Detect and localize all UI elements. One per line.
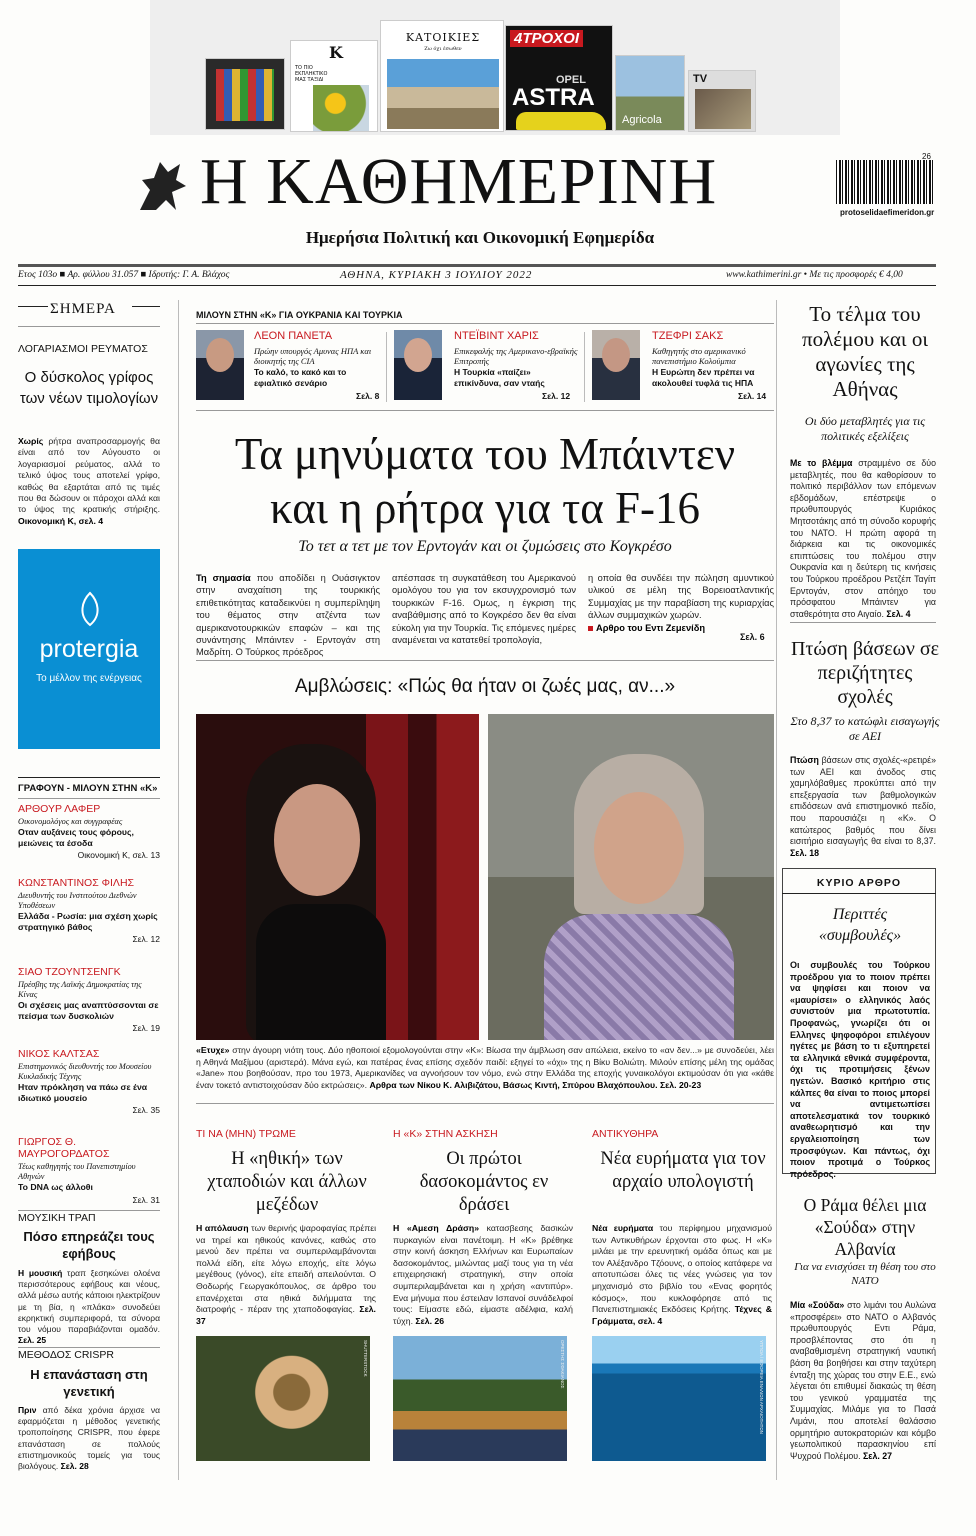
writer-item[interactable] bbox=[18, 1136, 160, 1205]
protergia-flame-icon bbox=[70, 591, 110, 627]
masthead-title[interactable]: Η ΚΑΘΗΜΕΡΙΝΗ bbox=[200, 145, 718, 218]
writer-item[interactable] bbox=[18, 803, 160, 860]
photo-credit: ΟΡΕΣΤΗΣ ΣΦΑΚΙΑΝΟΣ bbox=[560, 1340, 565, 1389]
main-headline-line1[interactable]: Τα μηνύματα του Μπάιντεν bbox=[234, 429, 736, 479]
bottom-text: Η απόλαυση των θερινής ψαροφαγίας πρέπει να τηρεί και ηθικούς κανόνες, καθώς στο μενού δεν πρέπει να συμπεριλαμβάνονται πολλά είδη, είτε λόγω εποχής, είτε λόγω μεγέθους (γόνος), είτε επειδή απειλούνται. Ο Θοδωρής Γεωργακόπουλος, σε άρθρο του επανέρχεται στα ηθικά διλήμματα της διατροφής - πέραν της χταποδοφαγίας. Σελ. 37 bbox=[196, 1223, 377, 1326]
left-text-electricity: Χωρίς ρήτρα αναπροσαρμογής θα είναι από τον Αύγουστο οι λογαριασμοί ρεύματος, αλλά το τελικό ύψος τους αποτελεί γρίφο, καθώς θα εξαρτάται από τις τιμές που θα δώσουν οι πάροχοι αλλά και το ύψος της κρατικής στήριξης. Οικονομική Κ, σελ. 4 bbox=[18, 436, 160, 526]
main-subheadline: Το τετ α τετ με τον Ερντογάν και οι ζυμώσεις στο Κογκρέσο bbox=[298, 538, 672, 555]
interviews-kicker: ΜΙΛΟΥΝ ΣΤΗΝ «Κ» ΓΙΑ ΟΥΚΡΑΝΙΑ ΚΑΙ ΤΟΥΡΚΙΑ bbox=[196, 310, 403, 320]
bottom-title[interactable]: Οι πρώτοι δασοκομάντος εν δράσει bbox=[419, 1149, 549, 1215]
barcode-number: 26 bbox=[922, 152, 931, 161]
interview-name: ΤΖΕΦΡΙ ΣΑΚΣ bbox=[652, 330, 724, 342]
bottom-kicker: ΤΙ ΝΑ (ΜΗΝ) ΤΡΩΜΕ bbox=[196, 1128, 296, 1140]
bottom-photo[interactable] bbox=[592, 1336, 766, 1461]
writer-ref: Οικονομική Κ, σελ. 13 bbox=[77, 850, 160, 860]
interview-sachs[interactable] bbox=[592, 328, 776, 404]
katoikies-title: ΚΑΤΟΙΚΙΕΣ bbox=[405, 31, 481, 44]
writer-role: Επιστημονικός διευθυντής του Μουσείου Κυκλαδικής Τέχνης bbox=[18, 1062, 152, 1081]
right-text-war: Με το βλέμμα στραμμένο σε δύο μεταβλητές, που θα καθορίσουν το πολιτικό περιβάλλον των επόμενων εβδομάδων, επέστρεψε ο πρωθυπουργός Κυριάκος Μητσοτάκης από τη σύνοδο κορυφής του ΝΑΤΟ. Η πρώτη αφορά τη διάρκεια και τις οικονομικές επιπτώσεις του πολέμου στην Ουκρανία και η δεύτερη τις κινήσεις του Τούρκου προέδρου Ρετζέπ Ταγίπ Ερντογάν, στον απόηχο του πρόσφατου Μπάιντεν για σταθερότητα στο Αιγαίο. Σελ. 4 bbox=[790, 458, 936, 619]
photo-credit: ΥΠΠΟΑ / ΕΦΟΡΕΙΑ ΕΝΑΛΙΩΝ ΑΡΧΑΙΟΤΗΤΩΝ bbox=[759, 1340, 764, 1434]
bottom-kicker: ΑΝΤΙΚΥΘΗΡΑ bbox=[592, 1128, 659, 1140]
interview-panetta[interactable] bbox=[196, 328, 386, 404]
bullet-square-icon bbox=[588, 626, 593, 631]
masthead-subtitle: Ημερήσια Πολιτική και Οικονομική Εφημερίδα bbox=[305, 228, 655, 247]
site-price[interactable]: www.kathimerini.gr • Με τις προσφορές € 4,00 bbox=[726, 270, 903, 280]
crispr-kicker: ΜΕΘΟΔΟΣ CRISPR bbox=[18, 1349, 114, 1361]
writer-name: ΣΙΑΟ ΤΖΟΥΝΤΣΕΝΓΚ bbox=[18, 966, 121, 978]
trap-kicker: ΜΟΥΣΙΚΗ ΤΡΑΠ bbox=[18, 1212, 96, 1224]
right-sub-rama: Για να ενισχύσει τη θέση του στο ΝΑΤΟ bbox=[794, 1261, 936, 1287]
editorial-title[interactable]: Περιττές «συμβουλές» bbox=[818, 906, 902, 944]
crispr-text: Πριν από δέκα χρόνια άρχισε να εφαρμόζεται η μέθοδος γενετικής τροποποίησης CRISPR, που έφερε επανάσταση σε πολλούς επιστημονικούς τομείς για τους βιολόγους. Σελ. 28 bbox=[18, 1405, 160, 1472]
opel-label: OPEL bbox=[556, 74, 586, 86]
trap-title[interactable]: Πόσο επηρεάζει τους εφήβους bbox=[23, 1229, 155, 1261]
issue-info: Ετος 103ο ■ Αρ. φύλλου 31.057 ■ Ιδρυτής: Γ. Α. Βλάχος bbox=[18, 270, 230, 280]
writer-ref: Σελ. 35 bbox=[132, 1105, 160, 1115]
photo-panetta bbox=[196, 330, 244, 400]
writer-name: ΝΙΚΟΣ ΚΑΛΤΣΑΣ bbox=[18, 1048, 100, 1060]
interview-name: ΝΤΕΪΒΙΝΤ ΧΑΡΙΣ bbox=[454, 330, 539, 342]
left-kicker-electricity: ΛΟΓΑΡΙΑΣΜΟΙ ΡΕΥΜΑΤΟΣ bbox=[18, 343, 148, 355]
site-tag[interactable]: protoselidaefimeridon.gr bbox=[840, 208, 935, 217]
crispr-title[interactable]: Η επανάσταση στη γενετική bbox=[30, 1367, 148, 1399]
bottom-kicker: Η «Κ» ΣΤΗΝ ΑΣΚΗΣΗ bbox=[393, 1128, 498, 1140]
writers-kicker: ΓΡΑΦΟΥΝ - ΜΙΛΟΥΝ ΣΤΗΝ «Κ» bbox=[18, 783, 158, 794]
interview-ref: Σελ. 8 bbox=[356, 391, 380, 401]
bottom-story-3[interactable] bbox=[592, 1124, 774, 1464]
supplement-strip bbox=[150, 0, 840, 135]
interview-name: ΛΕΟΝ ΠΑΝΕΤΑ bbox=[254, 330, 333, 342]
protergia-brand: protergia bbox=[39, 635, 139, 663]
bottom-text: Νέα ευρήματα του περίφημου μηχανισμού των Αντικυθήρων έρχονται στο φως. Η «Κ» μιλάει με την ερευνητική ομάδα όπως και με τον Αλέξανδρο Τζόουνς, ο οποίος κατάφερε να αποτυπώσει όλες τις νέες γνώσεις για τον μηχανισμό στο βιβλίο του «Ενας φορητός κόσμος», που κυκλοφόρησε από τις Πανεπιστημιακές Εκδόσεις Κρήτης. Τέχνες & Γράμματα, σελ. 4 bbox=[592, 1223, 772, 1326]
right-text-rama: Μία «Σούδα» στο λιμάνι του Αυλώνα «προσφέρει» στο ΝΑΤΟ ο Αλβανός πρωθυπουργός Εντι Ράμα, προσβλέποντας στο ότι η αναβαθμισμένη στρατηγική ναυτική βάση θα βοηθήσει και στην ταχύτερη ένταξη της χώρας του στην Ε.Ε., ενώ λέγεται ότι επιθυμεί διακαώς τη θέση του γενικού γραμματέα της Συμμαχίας. Μιλάμε για το Πασά Λιμάνι, που αποτελεί θαλάσσιο ορμητήριο αυτοκρατοριών και κόμβο γεωπολιτικού παρασκηνίου επί Ψυχρού Πολέμου. Σελ. 27 bbox=[790, 1300, 936, 1461]
k-subtitle: ΤΟ ΠΙΟ ΕΚΠΛΗΚΤΙΚΟ ΜΑΣ ΤΑΞΙΔΙ bbox=[295, 65, 328, 83]
bottom-story-2[interactable] bbox=[393, 1124, 575, 1464]
interview-ref: Σελ. 12 bbox=[542, 391, 571, 401]
supplement-cover-travel[interactable] bbox=[615, 55, 685, 131]
right-sub-war: Οι δύο μεταβλητές για τις πολιτικές εξελίξεις bbox=[804, 414, 926, 443]
writer-role: Οικονομολόγος και συγγραφέας bbox=[18, 817, 123, 826]
bottom-photo[interactable] bbox=[393, 1336, 567, 1461]
left-title-electricity[interactable]: Ο δύσκολος γρίφος των νέων τιμολογίων bbox=[19, 369, 159, 407]
simera-label: ΣΗΜΕΡΑ bbox=[50, 301, 116, 317]
abortion-caption: «Ετυχε» στην άγουρη νιότη τους. Δύο ηθοποιοί εξομολογούνται στην «Κ»: Βίωσα την άμβλωση σαν απώλεια, εκείνο το «αν δεν...» με συνοδεύει, λέει η Αθηνά Μαξίμου (αριστερά). Μάνα εγώ, και πατέρας ένας επίσης σχεδόν παιδί: εξηγεί το «όχι» της η Βίκυ Βολιώτη. Μιλούν επίσης μέλη της ομάδας «Jane» που βοηθούσαν, προ του 1973, Αμερικανίδες να αγνοήσουν τον νόμο, ενώ στην Ελλάδα της εποχής γυναικολόγοι εκτιμούσαν ότι για «κάθε έναν τοκετό αντιστοιχούσαν δύο εκτρώσεις». Αρθρα των Νίκου Κ. Αλιβιζάτου, Βάσως Κιντή, Σπύρου Βλαχόπουλου. Σελ. 20-23 bbox=[196, 1045, 774, 1090]
k-logo: K bbox=[329, 43, 343, 62]
interview-role: Πρώην υπουργός Αμυνας ΗΠΑ και διοικητής της CIA bbox=[254, 346, 372, 366]
writer-ref: Σελ. 12 bbox=[132, 934, 160, 944]
writer-role: Τέως καθηγητής του Πανεπιστημίου Αθηνών bbox=[18, 1162, 136, 1181]
writer-name: ΓΙΩΡΓΟΣ Θ. ΜΑΥΡΟΓΟΡΔΑΤΟΣ bbox=[18, 1136, 110, 1160]
barcode bbox=[836, 160, 934, 204]
writer-headline: Ελλάδα - Ρωσία: μια σχέση χωρίς στρατηγικό βάθος bbox=[18, 911, 158, 932]
writer-role: Πρέσβης της Λαϊκής Δημοκρατίας της Κίνας bbox=[18, 980, 142, 999]
writer-item[interactable] bbox=[18, 966, 160, 1033]
writer-item[interactable] bbox=[18, 877, 160, 944]
interview-harris[interactable] bbox=[394, 328, 584, 404]
photo-athina-maximou[interactable] bbox=[196, 714, 479, 1040]
writer-name: ΚΩΝΣΤΑΝΤΙΝΟΣ ΦΙΛΗΣ bbox=[18, 877, 135, 889]
bottom-title[interactable]: Νέα ευρήματα για τον αρχαίο υπολογιστή bbox=[600, 1149, 766, 1192]
writer-ref: Σελ. 31 bbox=[132, 1194, 160, 1205]
interview-headline: Η Ευρώπη δεν πρέπει να ακολουθεί τυφλά τις ΗΠΑ bbox=[652, 367, 755, 388]
interview-ref: Σελ. 14 bbox=[738, 391, 767, 401]
supplement-cover-4trochoi[interactable] bbox=[505, 25, 613, 131]
photo-credit: SHUTTERSTOCK bbox=[363, 1340, 368, 1377]
supplement-cover-k[interactable] bbox=[290, 40, 378, 132]
writer-item[interactable] bbox=[18, 1048, 160, 1115]
supplement-cover-1[interactable] bbox=[205, 58, 285, 130]
4trochoi-logo: 4ΤΡΟΧΟΙ bbox=[510, 30, 583, 47]
katoikies-subtitle: Ζω όχι έσωθεν bbox=[424, 46, 462, 52]
writer-role: Διευθυντής του Ινστιτούτου Διεθνών Υποθέσεων bbox=[18, 891, 137, 910]
abortion-headline[interactable]: Αμβλώσεις: «Πώς θα ήταν οι ζωές μας, αν...» bbox=[294, 676, 676, 697]
main-text-col1: Τη σημασία που αποδίδει η Ουάσιγκτον στην αναχαίτιση της τουρκικής επιθετικότητας καταδεικνύει η συμπερίληψη του θέματος στην ατζέντα των αμερικανοτουρκικών επαφών – και της συνάντησης Μπάιντεν - Ερντογάν στη Μαδρίτη. Ο Τούρκος πρόεδρος bbox=[196, 573, 380, 658]
photo-harris bbox=[394, 330, 442, 400]
supplement-cover-tv[interactable] bbox=[688, 70, 756, 132]
main-headline-line2[interactable]: και η ρήτρα για τα F-16 bbox=[269, 483, 701, 533]
interview-headline: Το καλό, το κακό και το εφιαλτικό σενάριο bbox=[254, 367, 347, 388]
agricola-label: Agricola bbox=[622, 114, 662, 126]
writer-headline: Το DNA ως άλλοθι bbox=[18, 1182, 93, 1192]
interview-role: Επικεφαλής της Αμερικανο-εβραϊκής Επιτροπής bbox=[454, 346, 578, 366]
main-text-col3: η οποία θα συνδέει την πώληση αμυντικού υλικού σε μέλη της Βορειοατλαντικής Συμμαχίας με την παραβίαση της κυριαρχίας άλλων συμμαχικών χωρών. Αρθρο του Εντι Ζεμενίδη bbox=[588, 573, 774, 633]
writer-headline: Οι σχέσεις μας αναπτύσσονται σε πείσμα των δυσκολιών bbox=[18, 1000, 159, 1021]
photo-sachs bbox=[592, 330, 640, 400]
editorial-kicker: ΚΥΡΙΟ ΑΡΘΡΟ bbox=[816, 877, 902, 889]
tv-label: TV bbox=[693, 73, 708, 85]
main-ref: Σελ. 6 bbox=[740, 632, 765, 642]
right-sub-schools: Στο 8,37 το κατώφλι εισαγωγής σε ΑΕΙ bbox=[790, 714, 940, 743]
interview-headline: Η Τουρκία «παίζει» επικίνδυνα, σαν νταής bbox=[454, 367, 545, 388]
astra-label: ASTRA bbox=[512, 84, 595, 111]
bottom-title[interactable]: Η «ηθική» των χταποδιών και άλλων μεζέδων bbox=[207, 1149, 367, 1215]
main-text-col2: απέσπασε τη συγκατάθεση του Αμερικανού ομολόγου του για τον εκσυγχρονισμό των τουρκικών F-16. Ομως, η έγκριση της αναβάθμισης από το Κογκρέσο δεν θα είναι εύκολη για την Τουρκία. Τις επόμενες ημέρες αναμένεται να κατατεθεί τροπολογία, bbox=[392, 573, 576, 646]
trap-text: Η μουσική τραπ ξεσηκώνει ολοένα περισσότερους εφήβους και νέους, αλλά μέσω αυτής κάποιοι ηλεκτρίζουν με τη βία, η «πλάκα» συνοδεύει εκρηκτική συμπεριφορά, τα σύνορα του νόμου παραβιάζονται ομαδόν. Σελ. 25 bbox=[18, 1268, 161, 1346]
bottom-photo[interactable] bbox=[196, 1336, 370, 1461]
protergia-slogan: Το μέλλον της ενέργειας bbox=[36, 673, 142, 684]
writer-headline: Ηταν πρόκληση να πάω σε ένα ιδιωτικό μουσείο bbox=[18, 1082, 148, 1103]
writer-ref: Σελ. 19 bbox=[132, 1023, 160, 1033]
bottom-story-1[interactable] bbox=[196, 1124, 378, 1464]
editorial-text: Οι συμβουλές του Τούρκου προέδρου για το ποιον πρέπει να ψηφίσει και ποιον να «μαυρίσει» ο ελληνικός λαός συνιστούν μια πρωτοτυπία. Προφανώς, γνωρίζει ότι οι Ελληνες ψηφοφόροι επιλέγουν ηγέτες με βάση το τι εξυπηρετεί τα ελληνικά εθνικά συμφέροντα, όχι τις προτιμήσεις ξένων ηγετών. Βασικό κριτήριο στις κάλπες θα είναι το ποιος μπορεί να αντιμετωπίσει αποτελεσματικά τον τουρκικό αναθεωρητισμό και την εργαλειοποίηση των προσφύγων. Και πάντως, όχι ποιον προτιμά ο Τούρκος πρόεδρος. bbox=[790, 960, 930, 1179]
griffin-logo bbox=[132, 150, 192, 220]
photo-viky-volioti[interactable] bbox=[488, 714, 774, 1040]
writer-name: ΑΡΘΟΥΡ ΛΑΦΕΡ bbox=[18, 803, 101, 815]
right-title-schools[interactable]: Πτώση βάσεων σε περιζήτητες σχολές bbox=[790, 638, 940, 708]
protergia-ad[interactable] bbox=[18, 549, 160, 749]
right-title-rama[interactable]: Ο Ράμα θέλει μια «Σούδα» στην Αλβανία bbox=[803, 1195, 927, 1259]
bottom-text: Η «Αμεση Δράση» κατασβεσης δασικών πυρκαγιών είναι πανέτοιμη. Η «Κ» βρέθηκε στην κοινή άσκηση Ελλήνων και Ευρωπαίων δασοκομάντος, μιλώντας μαζί τους για τη νέα επιχειρησιακή στρατηγική, στην οποία συμπεριλαμβάνεται και η χρήση «αντιπύρ». Ενα μήνυμα που έστειλαν Ισπανοί συνάδελφοί τους: Είμαστε εδώ, είμαστε αδέλφια, καλή τύχη. Σελ. 26 bbox=[393, 1223, 573, 1326]
writer-headline: Οταν αυξάνεις τους φόρους, μειώνεις τα έσοδα bbox=[18, 827, 134, 848]
supplement-cover-katoikies[interactable] bbox=[380, 20, 504, 132]
right-title-war[interactable]: Το τέλμα του πολέμου και οι αγωνίες της Αθήνας bbox=[802, 302, 928, 401]
interview-role: Καθηγητής στο αμερικανικό πανεπιστήμιο Κολούμπια bbox=[652, 346, 746, 366]
issue-date: ΑΘΗΝΑ, ΚΥΡΙΑΚΗ 3 ΙΟΥΛΙΟΥ 2022 bbox=[340, 269, 533, 281]
right-text-schools: Πτώση βάσεων στις σχολές-«ρετιρέ» των ΑΕΙ και άνοδος στις χαμηλόβαθμες προκύπτει από την επεξεργασία των βαθμολογικών επιδόσεων ανά επιστημονικό πεδίο, που παρουσιάζει η «Κ». Ο κατώτερος βαθμός που δίνει εισιτήριο εισαγωγής θα είναι το 8,37. Σελ. 18 bbox=[790, 755, 936, 858]
